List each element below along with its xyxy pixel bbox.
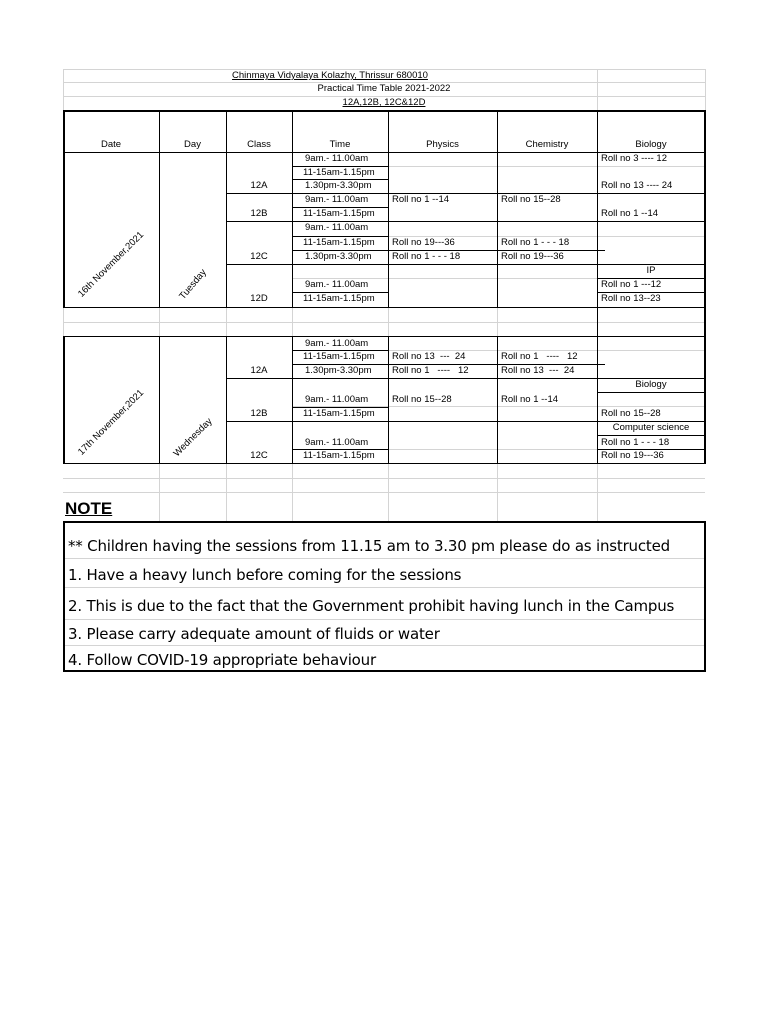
time-cell: 9am.- 11.00am (305, 338, 369, 349)
class-12b: 12B (250, 408, 268, 419)
col-header-class: Class (247, 139, 271, 150)
class-12c: 12C (250, 251, 268, 262)
physics-cell: Roll no 19---36 (392, 237, 455, 248)
biology-cell: Roll no 13 ---- 24 (601, 180, 673, 191)
biology-cell: Roll no 19---36 (601, 450, 664, 461)
biology-cell: Roll no 15--28 (601, 408, 661, 419)
class-12d: 12D (250, 293, 268, 304)
time-cell: 11-15am-1.15pm (303, 208, 375, 219)
physics-cell: Roll no 13 --- 24 (392, 351, 466, 362)
col-header-day: Day (184, 139, 201, 150)
note-title: NOTE (65, 499, 113, 518)
col-header-physics: Physics (426, 139, 459, 150)
time-cell: 11-15am-1.15pm (303, 167, 375, 178)
col-header-chemistry: Chemistry (525, 139, 569, 150)
class-12b: 12B (250, 208, 268, 219)
class-12a: 12A (250, 180, 268, 191)
biology-cell: Roll no 1 - - - 18 (601, 437, 670, 448)
time-cell: 9am.- 11.00am (305, 194, 369, 205)
time-cell: 9am.- 11.00am (305, 222, 369, 233)
col-header-time: Time (329, 139, 351, 150)
time-cell: 9am.- 11.00am (305, 437, 369, 448)
time-cell: 1.30pm-3.30pm (305, 365, 372, 376)
col-header-date: Date (100, 139, 122, 150)
day-tuesday: Tuesday (177, 267, 209, 302)
biology-cell: Roll no 1 ---12 (601, 279, 662, 290)
chemistry-cell: Roll no 1 --14 (501, 394, 559, 405)
timetable-title: Practical Time Table 2021-2022 (317, 83, 451, 94)
physics-cell: Roll no 15--28 (392, 394, 452, 405)
time-cell: 1.30pm-3.30pm (305, 180, 372, 191)
chemistry-cell: Roll no 1 ---- 12 (501, 351, 578, 362)
col-header-biology: Biology (635, 139, 667, 150)
time-cell: 11-15am-1.15pm (303, 351, 375, 362)
biology-cell: Roll no 1 --14 (601, 208, 659, 219)
time-cell: 11-15am-1.15pm (303, 237, 375, 248)
chemistry-cell: Roll no 15--28 (501, 194, 561, 205)
classes-subtitle: 12A,12B, 12C&12D (342, 97, 426, 108)
physics-cell: Roll no 1 --14 (392, 194, 450, 205)
class-12a: 12A (250, 365, 268, 376)
time-cell: 11-15am-1.15pm (303, 450, 375, 461)
time-cell: 1.30pm-3.30pm (305, 251, 372, 262)
physics-cell: Roll no 1 ---- 12 (392, 365, 469, 376)
subject-computer-science-label: Computer science (612, 422, 690, 433)
time-cell: 9am.- 11.00am (305, 153, 369, 164)
note-line-instruction: ** Children having the sessions from 11.15 am to 3.30 pm please do as instructed (68, 537, 670, 555)
time-cell: 9am.- 11.00am (305, 394, 369, 405)
biology-cell: Roll no 13--23 (601, 293, 661, 304)
note-line-covid: 4. Follow COVID-19 appropriate behaviour (68, 651, 376, 669)
biology-cell: Roll no 3 ---- 12 (601, 153, 667, 164)
day-wednesday: Wednesday (171, 415, 215, 460)
time-cell: 11-15am-1.15pm (303, 293, 375, 304)
subject-ip-label: IP (646, 265, 656, 276)
class-12c: 12C (250, 450, 268, 461)
note-line-lunch: 1. Have a heavy lunch before coming for the sessions (68, 566, 462, 584)
time-cell: 11-15am-1.15pm (303, 408, 375, 419)
date-17-november: 17th November,2021 (75, 387, 147, 458)
chemistry-cell: Roll no 1 - - - 18 (501, 237, 570, 248)
school-name: Chinmaya Vidyalaya Kolazhy, Thrissur 680010 (232, 70, 428, 81)
physics-cell: Roll no 1 - - - 18 (392, 251, 461, 262)
date-16-november: 16th November,2021 (75, 229, 147, 300)
subject-biology-label: Biology (635, 379, 667, 390)
note-line-campus: 2. This is due to the fact that the Government prohibit having lunch in the Campus (68, 597, 675, 615)
chemistry-cell: Roll no 13 --- 24 (501, 365, 575, 376)
note-line-fluids: 3. Please carry adequate amount of fluids or water (68, 625, 440, 643)
time-cell: 9am.- 11.00am (305, 279, 369, 290)
chemistry-cell: Roll no 19---36 (501, 251, 564, 262)
